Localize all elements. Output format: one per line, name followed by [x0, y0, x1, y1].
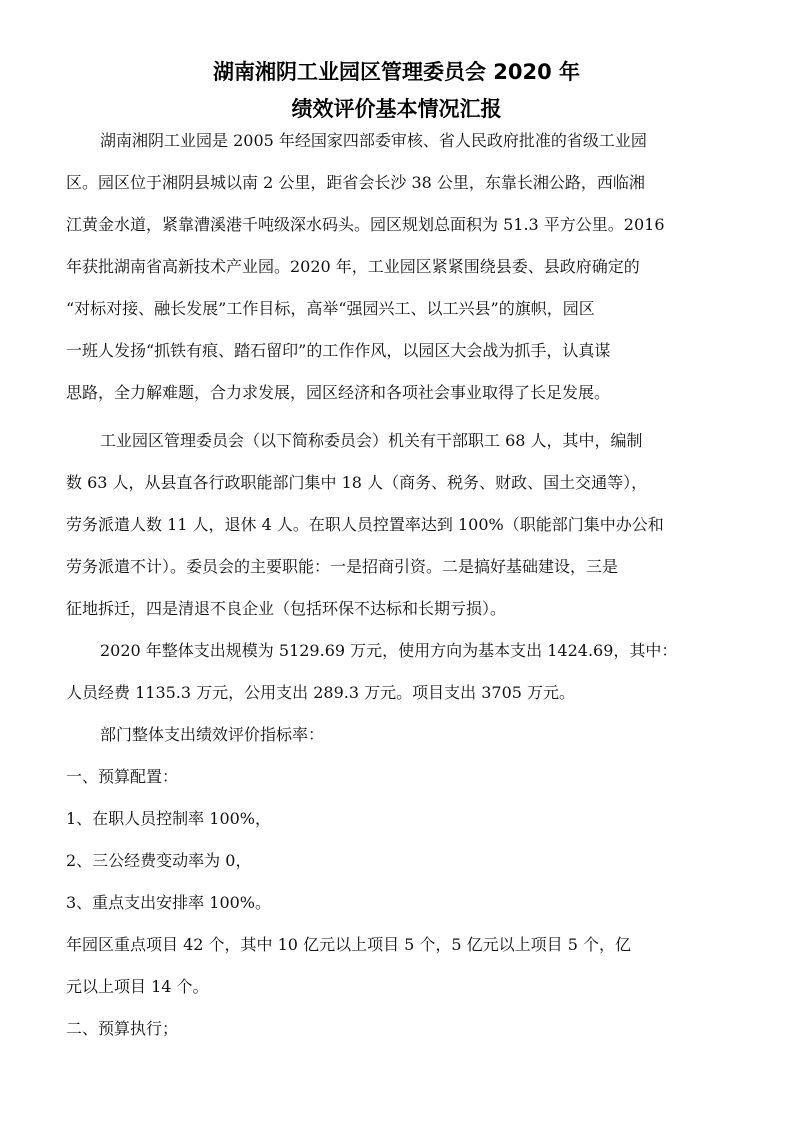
- list-item: 1、在职人员控制率 100%，: [66, 809, 272, 828]
- paragraph-line: 劳务派遣不计）。委员会的主要职能：一是招商引资。二是搞好基础建设，三是: [66, 557, 619, 576]
- paragraph-line: 区。园区位于湘阴县城以南 2 公里，距省会长沙 38 公里，东靠长湘公路，西临湘: [66, 173, 645, 192]
- paragraph-line: 湖南湘阴工业园是 2005 年经国家四部委审核、省人民政府批准的省级工业园: [100, 131, 647, 150]
- paragraph-line: 思路，全力解难题，合力求发展，园区经济和各项社会事业取得了长足发展。: [66, 383, 611, 402]
- paragraph-line: 劳务派遣人数 11 人，退休 4 人。在职人员控置率达到 100%（职能部门集中办公和: [66, 515, 664, 534]
- section-heading-budget-execution: 二、预算执行；: [66, 1019, 179, 1038]
- paragraph-line: “对标对接、融长发展”工作目标，高举“强园兴工、以工兴县”的旗帜，园区: [66, 299, 595, 318]
- paragraph-line: 年获批湖南省高新技术产业园。2020 年，工业园区紧紧围绕县委、县政府确定的: [66, 257, 640, 276]
- paragraph-line: 年园区重点项目 42 个，其中 10 亿元以上项目 5 个，5 亿元以上项目 5 个，亿: [66, 935, 632, 954]
- paragraph-line: 元以上项目 14 个。: [66, 977, 209, 996]
- paragraph-line: 工业园区管理委员会（以下简称委员会）机关有干部职工 68 人，其中，编制: [100, 431, 643, 450]
- paragraph-line: 一班人发扬“抓铁有痕、踏石留印”的工作作风，以园区大会战为抓手，认真谋: [66, 341, 611, 360]
- paragraph-line: 征地拆迁，四是清退不良企业（包括环保不达标和长期亏损）。: [66, 599, 507, 618]
- indicator-heading: 部门整体支出绩效评价指标率：: [100, 725, 325, 744]
- document-title-line-1: 湖南湘阴工业园区管理委员会 2020 年: [212, 60, 581, 84]
- section-heading-budget-allocation: 一、预算配置：: [66, 767, 179, 786]
- paragraph-line: 人员经费 1135.3 万元，公用支出 289.3 万元。项目支出 3705 万元。: [66, 683, 576, 702]
- paragraph-line: 江黄金水道，紧靠漕溪港千吨级深水码头。园区规划总面积为 51.3 平方公里。2016: [66, 215, 665, 234]
- document-title-line-2: 绩效评价基本情况汇报: [291, 97, 502, 121]
- list-item: 2、三公经费变动率为 0，: [66, 851, 252, 870]
- paragraph-line: 2020 年整体支出规模为 5129.69 万元，使用方向为基本支出 1424.69，其中：: [100, 641, 678, 660]
- list-item: 3、重点支出安排率 100%。: [66, 893, 272, 912]
- paragraph-line: 数 63 人，从县直各行政职能部门集中 18 人（商务、税务、财政、国土交通等），: [66, 473, 648, 492]
